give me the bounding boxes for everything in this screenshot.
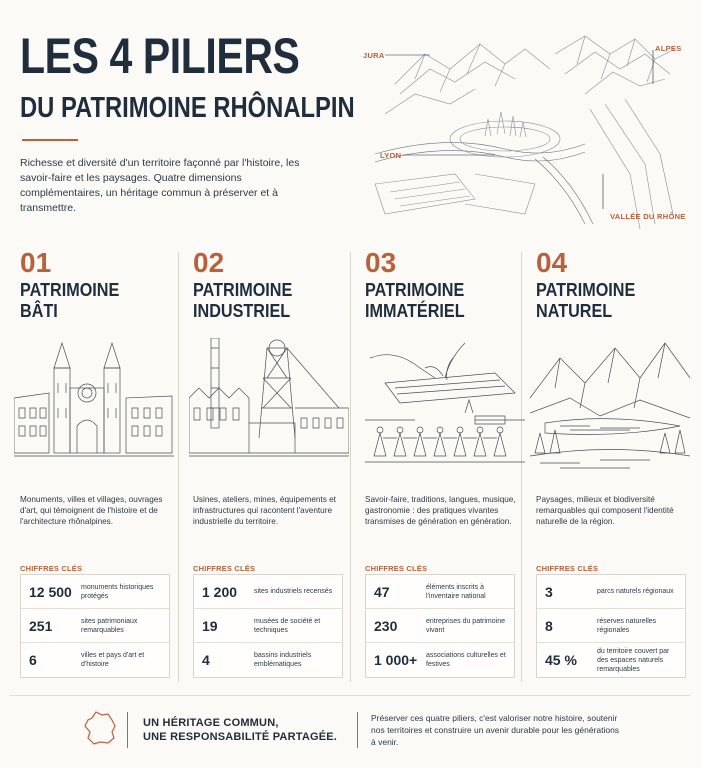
pillar-number: 01 [20, 247, 52, 278]
key-figure-row [21, 575, 169, 609]
key-figure-row [537, 575, 685, 609]
key-figure-label: bassins industriels emblématiques [254, 652, 312, 668]
key-figure-label: éléments inscrits à l'inventaire national [426, 583, 486, 600]
key-figures-title: CHIFFRES CLÉS [20, 564, 83, 573]
rhone-alpes-map-illustration [355, 24, 695, 234]
pillar-number: 04 [536, 247, 568, 278]
key-figure-label: musées de société et techniques [254, 617, 321, 634]
footer-accent-rule [127, 712, 128, 748]
key-figure-row [194, 609, 342, 643]
title-accent-rule [22, 139, 78, 141]
footer-text: Préserver ces quatre piliers, c'est valoriser notre histoire, soutenir nos territoires et construire un avenir durable pour les générations à venir. [371, 713, 620, 747]
intro-text: Richesse et diversité d'un territoire façonné par l'histoire, les savoir-faire et les paysages. Quatre dimensions complémentaires, un héritage commun à préserver et à transmettre. [20, 157, 300, 214]
key-figure-label: du territoire couvert par des espaces naturels remarquables [597, 647, 670, 673]
key-figure-label: villes et pays d'art et d'histoire [81, 652, 145, 668]
key-figure-value: 6 [29, 652, 37, 668]
pillar-description: Savoir-faire, traditions, langues, musique, gastronomie : des pratiques vivantes transmises de génération en génération. [365, 495, 516, 526]
key-figures-title: CHIFFRES CLÉS [193, 564, 256, 573]
footer-divider [10, 695, 691, 696]
key-figure-value: 230 [374, 617, 398, 634]
key-figure-row [537, 609, 685, 643]
page-title: LES 4 PILIERS [20, 28, 300, 84]
key-figures-table [365, 574, 515, 678]
key-figure-value: 47 [374, 583, 390, 600]
pillar-title: PATRIMOINE IMMATÉRIEL [365, 280, 465, 321]
key-figure-label: associations culturelles et festives [426, 652, 506, 668]
mountain-lake-illustration [530, 338, 690, 478]
page-subtitle: DU PATRIMOINE RHÔNALPIN [20, 92, 355, 124]
map-label-lyon: LYON [380, 151, 402, 160]
key-figure-value: 3 [545, 583, 553, 600]
footer-slogan: UN HÉRITAGE COMMUN, UNE RESPONSABILITÉ PARTAGÉE. [143, 717, 338, 743]
key-figure-value: 45 % [545, 652, 577, 668]
pillar-title: PATRIMOINE NATUREL [536, 280, 636, 321]
key-figure-value: 19 [202, 617, 218, 634]
key-figure-value: 8 [545, 617, 553, 634]
france-map-icon [82, 710, 118, 746]
pillar-description: Paysages, milieux et biodiversité remarquables qui composent l'identité naturelle de la région. [536, 495, 674, 526]
key-figures-title: CHIFFRES CLÉS [365, 564, 428, 573]
key-figures-table [20, 574, 170, 678]
map-label-vallee-du-rhone: VALLÉE DU RHÔNE [610, 212, 686, 221]
key-figure-row [366, 609, 514, 643]
key-figure-row [194, 643, 342, 677]
pillar-number: 03 [365, 247, 397, 278]
pillar-bati [20, 248, 192, 688]
pillar-industriel [193, 248, 365, 688]
crafts-and-dance-illustration [365, 338, 525, 478]
key-figure-label: parcs naturels régionaux [597, 588, 674, 595]
key-figure-value: 1 200 [202, 583, 238, 600]
pillar-title: PATRIMOINE INDUSTRIEL [193, 280, 293, 321]
footer-accent-rule [357, 712, 358, 748]
key-figure-row [537, 643, 685, 677]
key-figures-table [193, 574, 343, 678]
key-figures-title: CHIFFRES CLÉS [536, 564, 599, 573]
map-label-jura: JURA [363, 51, 385, 60]
key-figure-label: entreprises du patrimoine vivant [426, 617, 505, 634]
pillar-naturel [536, 248, 701, 688]
key-figure-row [21, 609, 169, 643]
key-figure-row [21, 643, 169, 677]
factory-illustration [189, 338, 349, 478]
key-figure-row [194, 575, 342, 609]
pillar-number: 02 [193, 247, 225, 278]
map-leader-lines [355, 24, 695, 234]
key-figure-label: monuments historiques protégés [81, 583, 154, 600]
cathedral-illustration [14, 338, 174, 478]
key-figures-table [536, 574, 686, 678]
key-figure-row [366, 643, 514, 677]
key-figure-label: réserves naturelles régionales [597, 617, 657, 634]
pillar-description: Usines, ateliers, mines, équipements et infrastructures qui racontent l'aventure industrielle du territoire. [193, 495, 336, 526]
map-label-alpes: ALPES [655, 44, 682, 53]
key-figure-label: sites industriels recensés [254, 588, 333, 595]
pillar-immateriel [365, 248, 537, 688]
key-figure-label: sites patrimoniaux remarquables [81, 617, 138, 634]
key-figure-value: 1 000+ [374, 652, 418, 668]
key-figure-value: 12 500 [29, 583, 72, 600]
pillar-title: PATRIMOINE BÂTI [20, 280, 120, 321]
pillar-description: Monuments, villes et villages, ouvrages d'art, qui témoignent de l'histoire et de l'architecture rhônalpines. [20, 495, 163, 526]
key-figure-value: 4 [202, 652, 210, 668]
key-figure-row [366, 575, 514, 609]
key-figure-value: 251 [29, 617, 53, 634]
